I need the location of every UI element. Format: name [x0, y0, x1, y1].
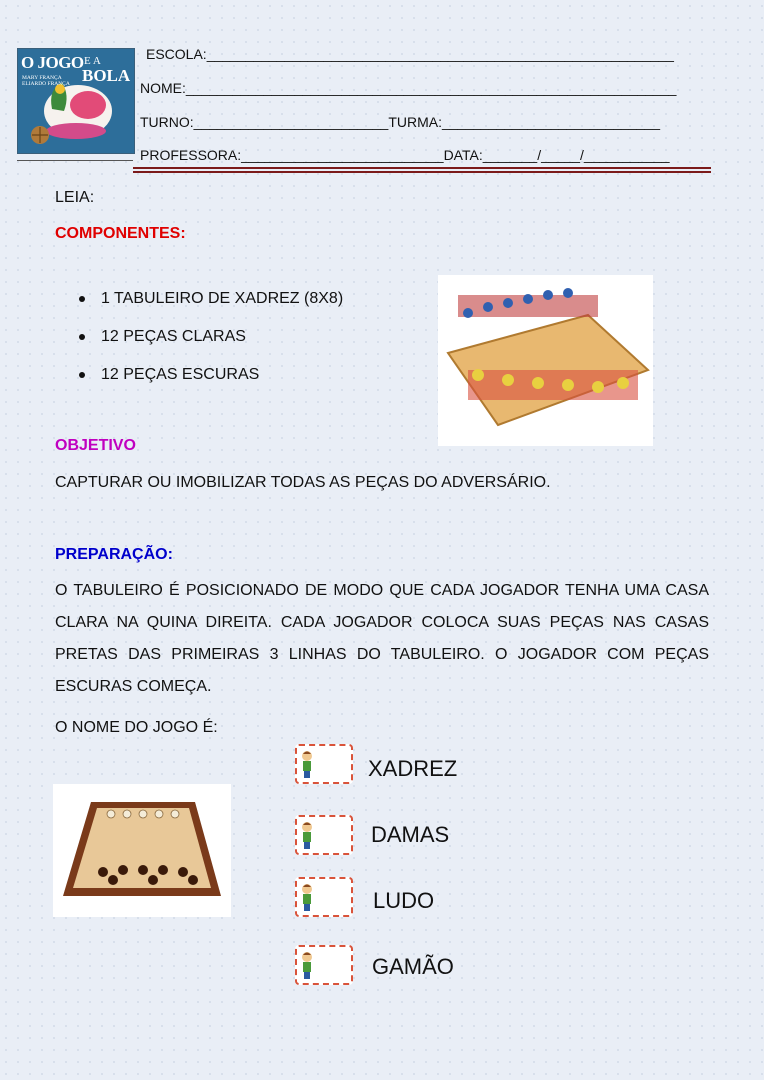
header-separator-top — [133, 167, 711, 169]
boy-icon — [297, 817, 351, 853]
book-title-bola: BOLA — [82, 66, 131, 85]
option-ludo-label: LUDO — [373, 888, 435, 913]
option-damas-checkbox[interactable] — [295, 815, 353, 855]
turno-turma-field[interactable]: TURNO:_________________________TURMA:____________________________ — [140, 114, 660, 130]
option-damas-label: DAMAS — [371, 822, 450, 847]
option-xadrez-label: XADREZ — [368, 756, 458, 781]
componente-item: 1 TABULEIRO DE XADREZ (8X8) — [55, 289, 415, 309]
bullet-icon — [79, 296, 85, 302]
checkers-board-photo — [53, 784, 231, 917]
boy-icon — [297, 879, 351, 915]
option-xadrez-checkbox[interactable] — [295, 744, 353, 784]
componente-item: 12 PEÇAS ESCURAS — [55, 365, 415, 385]
leia-label: LEIA: — [55, 189, 95, 206]
book-title: O JOGO — [21, 53, 84, 72]
componentes-heading: COMPONENTES: — [55, 225, 186, 242]
question-label: O NOME DO JOGO É: — [55, 719, 218, 736]
logo-underline — [17, 160, 133, 161]
option-gamao-label: GAMÃO — [372, 954, 454, 979]
book-author-2: ELIARDO FRANÇA — [22, 81, 70, 87]
header-separator-bottom — [133, 171, 711, 173]
objetivo-text: CAPTURAR OU IMOBILIZAR TODAS AS PEÇAS DO ADVERSÁRIO. — [55, 474, 551, 491]
book-author-1: MARY FRANÇA — [22, 75, 62, 81]
bullet-icon — [79, 372, 85, 378]
option-ludo-checkbox[interactable] — [295, 877, 353, 917]
preparacao-text: O TABULEIRO É POSICIONADO DE MODO QUE CADA JOGADOR TENHA UMA CASA CLARA NA QUINA DIREITA. CADA JOGADOR COLOCA SUAS PEÇAS NAS CASAS PRETAS DAS PRIMEIRAS 3 LINHAS DO TABULEIRO. O JOGADOR COM PEÇAS ESCURAS COMEÇA. — [55, 582, 709, 695]
bullet-icon — [79, 334, 85, 340]
nome-field[interactable]: NOME:_______________________________________________________________ — [140, 80, 677, 96]
boy-icon — [297, 746, 351, 782]
book-title-e-a: E A — [84, 55, 101, 67]
book-cover-logo — [17, 48, 135, 154]
objetivo-heading: OBJETIVO — [55, 437, 136, 454]
option-gamao-checkbox[interactable] — [295, 945, 353, 985]
componentes-list — [55, 289, 415, 403]
componente-item: 12 PEÇAS CLARAS — [55, 327, 415, 347]
boy-icon — [297, 947, 351, 983]
professora-data-field[interactable]: PROFESSORA:__________________________DATA:_______/_____/___________ — [140, 147, 670, 163]
chess-board-photo — [438, 275, 653, 446]
escola-field[interactable]: ESCOLA:____________________________________________________________ — [146, 46, 674, 62]
preparacao-heading: PREPARAÇÃO: — [55, 546, 173, 563]
